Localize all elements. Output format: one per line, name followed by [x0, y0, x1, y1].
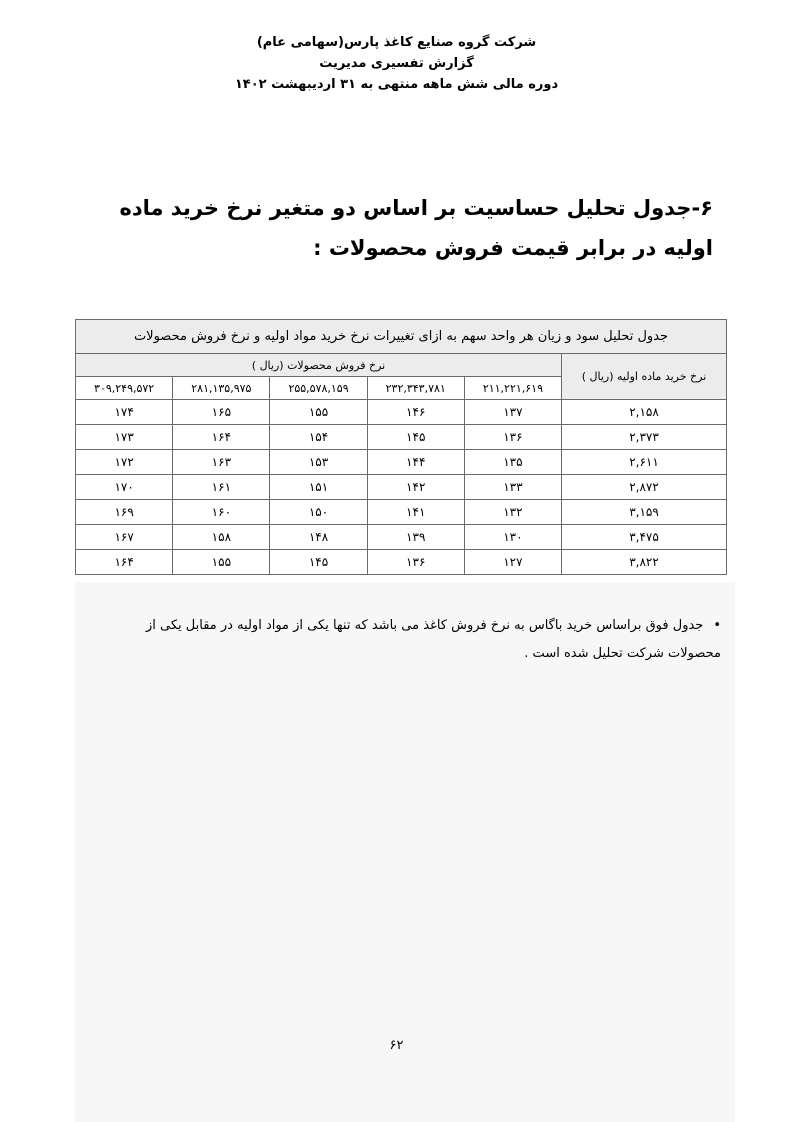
value-cell: ۱۵۵ [173, 550, 270, 575]
value-cell: ۱۶۴ [173, 425, 270, 450]
rate-cell: ۲,۶۱۱ [562, 450, 727, 475]
value-cell: ۱۳۶ [464, 425, 561, 450]
table-row [76, 550, 727, 575]
value-cell: ۱۴۱ [367, 500, 464, 525]
value-cell: ۱۴۸ [270, 525, 367, 550]
value-cell: ۱۷۰ [76, 475, 173, 500]
table-row [76, 450, 727, 475]
table-row [76, 500, 727, 525]
value-cell: ۱۶۴ [76, 550, 173, 575]
table-row [76, 425, 727, 450]
value-cell: ۱۲۷ [464, 550, 561, 575]
page-number: ۶۲ [389, 1038, 404, 1053]
value-cell: ۱۶۱ [173, 475, 270, 500]
column-header: ۲۳۲,۳۴۳,۷۸۱ [367, 377, 464, 400]
value-cell: ۱۴۴ [367, 450, 464, 475]
table-row [76, 400, 727, 425]
value-cell: ۱۵۸ [173, 525, 270, 550]
value-cell: ۱۴۲ [367, 475, 464, 500]
rate-cell: ۲,۱۵۸ [562, 400, 727, 425]
sensitivity-table [75, 319, 727, 575]
rate-cell: ۳,۴۷۵ [562, 525, 727, 550]
value-cell: ۱۳۵ [464, 450, 561, 475]
value-cell: ۱۷۴ [76, 400, 173, 425]
column-header: ۲۱۱,۲۲۱,۶۱۹ [464, 377, 561, 400]
table-row [76, 475, 727, 500]
value-cell: ۱۴۵ [270, 550, 367, 575]
column-header: ۳۰۹,۲۴۹,۵۷۲ [76, 377, 173, 400]
value-cell: ۱۷۲ [76, 450, 173, 475]
row-header-raw-material-rate: نرخ خرید ماده اولیه (ریال ) [562, 354, 727, 400]
value-cell: ۱۳۹ [367, 525, 464, 550]
value-cell: ۱۴۵ [367, 425, 464, 450]
column-header: ۲۵۵,۵۷۸,۱۵۹ [270, 377, 367, 400]
value-cell: ۱۳۳ [464, 475, 561, 500]
document-header [0, 32, 793, 95]
section-title: ۶-جدول تحلیل حساسیت بر اساس دو متغیر نرخ خرید ماده اولیه در برابر قیمت فروش محصولات : [119, 196, 713, 260]
rate-cell: ۳,۱۵۹ [562, 500, 727, 525]
value-cell: ۱۵۱ [270, 475, 367, 500]
footnote [101, 612, 721, 668]
value-cell: ۱۶۹ [76, 500, 173, 525]
value-cell: ۱۳۷ [464, 400, 561, 425]
company-name: شرکت گروه صنایع کاغذ پارس(سهامی عام) [256, 35, 537, 50]
value-cell: ۱۵۴ [270, 425, 367, 450]
value-cell: ۱۶۰ [173, 500, 270, 525]
column-header: ۲۸۱,۱۳۵,۹۷۵ [173, 377, 270, 400]
table-caption: جدول تحلیل سود و زیان هر واحد سهم به ازای تغییرات نرخ خرید مواد اولیه و نرخ فروش محصولات [76, 320, 727, 354]
report-period: دوره مالی شش ماهه منتهی به ۳۱ اردیبهشت ۱۴۰۲ [234, 77, 559, 92]
value-cell: ۱۴۶ [367, 400, 464, 425]
value-cell: ۱۶۳ [173, 450, 270, 475]
value-cell: ۱۵۵ [270, 400, 367, 425]
report-title: گزارش تفسیری مدیریت [319, 56, 474, 71]
value-cell: ۱۳۰ [464, 525, 561, 550]
value-cell: ۱۵۳ [270, 450, 367, 475]
bullet-icon: • [713, 618, 721, 633]
value-cell: ۱۳۶ [367, 550, 464, 575]
rate-cell: ۲,۸۷۲ [562, 475, 727, 500]
footnote-text: جدول فوق براساس خرید باگاس به نرخ فروش کاغذ می باشد که تنها یکی از مواد اولیه در مقابل یکی از محصولات شرکت تحلیل شده است . [145, 618, 721, 661]
value-cell: ۱۶۷ [76, 525, 173, 550]
value-cell: ۱۷۳ [76, 425, 173, 450]
value-cell: ۱۵۰ [270, 500, 367, 525]
column-group-header-sales-rate: نرخ فروش محصولات (ریال ) [76, 354, 562, 377]
value-cell: ۱۳۲ [464, 500, 561, 525]
table-row [76, 525, 727, 550]
rate-cell: ۳,۸۲۲ [562, 550, 727, 575]
rate-cell: ۲,۳۷۳ [562, 425, 727, 450]
value-cell: ۱۶۵ [173, 400, 270, 425]
